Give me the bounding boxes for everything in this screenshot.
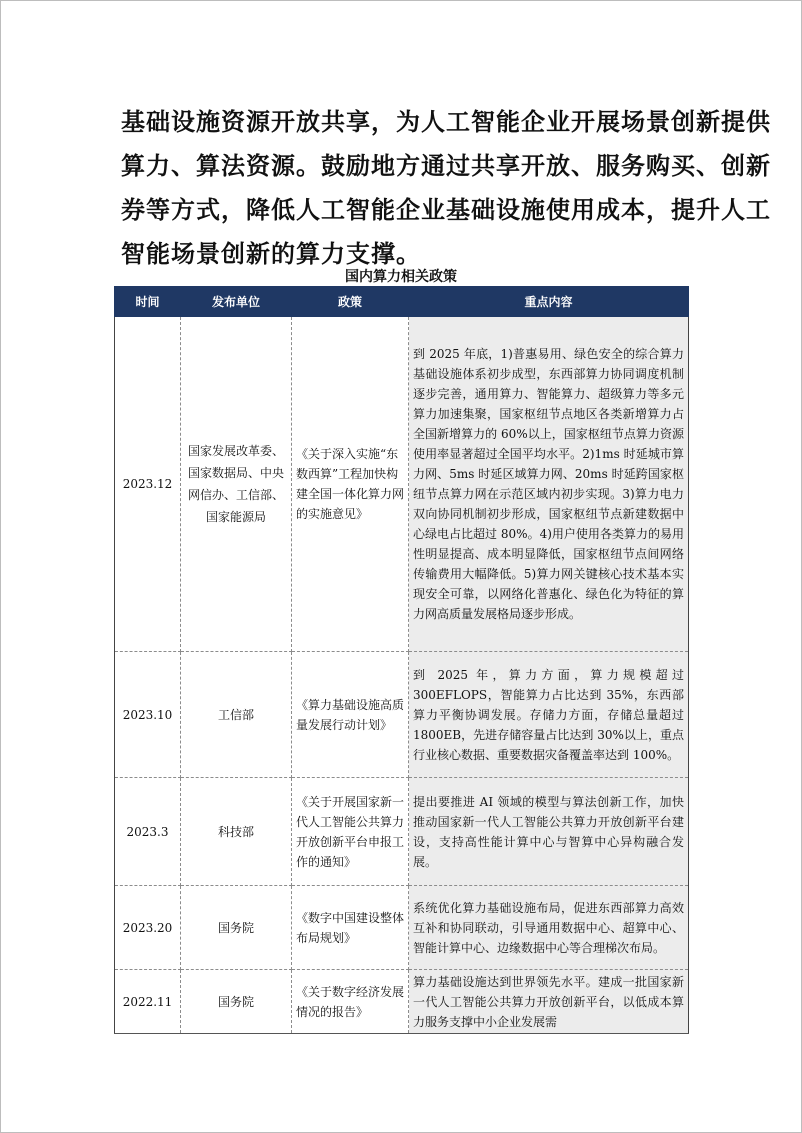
cell-content: 算力基础设施达到世界领先水平。建成一批国家新一代人工智能公共算力开放创新平台，以低成本算力服务支撑中小企业发展需 <box>409 970 689 1034</box>
header-policy: 政策 <box>292 287 409 317</box>
intro-line: 智能场景创新的算力支撑。 <box>121 239 421 268</box>
intro-line: 基础设施资源开放共享，为人工智能企业开展场景创新提供 <box>121 107 771 136</box>
cell-time: 2022.11 <box>115 970 181 1034</box>
table-row <box>115 317 689 652</box>
cell-time: 2023.12 <box>115 317 181 652</box>
cell-policy: 《数字中国建设整体布局规划》 <box>292 886 409 970</box>
cell-policy: 《关于开展国家新一代人工智能公共算力开放创新平台申报工作的通知》 <box>292 778 409 886</box>
table-row <box>115 886 689 970</box>
intro-line: 券等方式，降低人工智能企业基础设施使用成本，提升人工 <box>121 195 771 224</box>
cell-policy: 《关于深入实施“东数西算”工程加快构建全国一体化算力网的实施意见》 <box>292 317 409 652</box>
header-time: 时间 <box>115 287 181 317</box>
intro-line: 算力、算法资源。鼓励地方通过共享开放、服务购买、创新 <box>121 151 771 180</box>
cell-unit: 国家发展改革委、国家数据局、中央网信办、工信部、国家能源局 <box>181 317 292 652</box>
cell-content: 提出要推进 AI 领域的模型与算法创新工作，加快推动国家新一代人工智能公共算力开放创新平台建设，支持高性能计算中心与智算中心异构融合发展。 <box>409 778 689 886</box>
table-title: 国内算力相关政策 <box>345 269 457 285</box>
cell-content: 系统优化算力基础设施布局，促进东西部算力高效互补和协同联动，引导通用数据中心、超算中心、智能计算中心、边缘数据中心等合理梯次布局。 <box>409 886 689 970</box>
table-row <box>115 652 689 778</box>
cell-content: 到 2025 年底，1)普惠易用、绿色安全的综合算力基础设施体系初步成型，东西部算力协同调度机制逐步完善，通用算力、智能算力、超级算力等多元算力加速集聚，国家枢纽节点地区各类新增算力占全国新增算力的 60%以上，国家枢纽节点算力资源使用率显著超过全国平均水平。2)1ms 时延城市算力网、5ms 时延区域算力网、20ms 时延跨国家枢纽节点算力网在示范区域内初步实现。3)算力电力双向协同机制初步形成，国家枢纽节点新建数据中心绿电占比超过 80%。4)用户使用各类算力的易用性明显提高、成本明显降低，国家枢纽节点间网络传输费用大幅降低。5)算力网关键核心技术基本实现安全可靠，以网络化普惠化、绿色化为特征的算力网高质量发展格局逐步形成。 <box>409 317 689 652</box>
cell-policy: 《算力基础设施高质量发展行动计划》 <box>292 652 409 778</box>
cell-unit: 国务院 <box>181 970 292 1034</box>
policy-table <box>114 286 689 1034</box>
header-unit: 发布单位 <box>181 287 292 317</box>
cell-policy: 《关于数字经济发展情况的报告》 <box>292 970 409 1034</box>
cell-unit: 工信部 <box>181 652 292 778</box>
table-row <box>115 778 689 886</box>
cell-unit: 国务院 <box>181 886 292 970</box>
cell-time: 2023.10 <box>115 652 181 778</box>
intro-paragraph <box>121 100 771 276</box>
table-header-row <box>115 287 689 317</box>
header-content: 重点内容 <box>409 287 689 317</box>
cell-time: 2023.3 <box>115 778 181 886</box>
cell-content: 到 2025 年，算力方面，算力规模超过 300EFLOPS，智能算力占比达到 35%，东西部算力平衡协调发展。存储力方面，存储总量超过 1800EB，先进存储容量占比达到 30%以上，重点行业核心数据、重要数据灾备覆盖率达到 100%。 <box>409 652 689 778</box>
table-row <box>115 970 689 1034</box>
cell-time: 2023.20 <box>115 886 181 970</box>
cell-unit: 科技部 <box>181 778 292 886</box>
